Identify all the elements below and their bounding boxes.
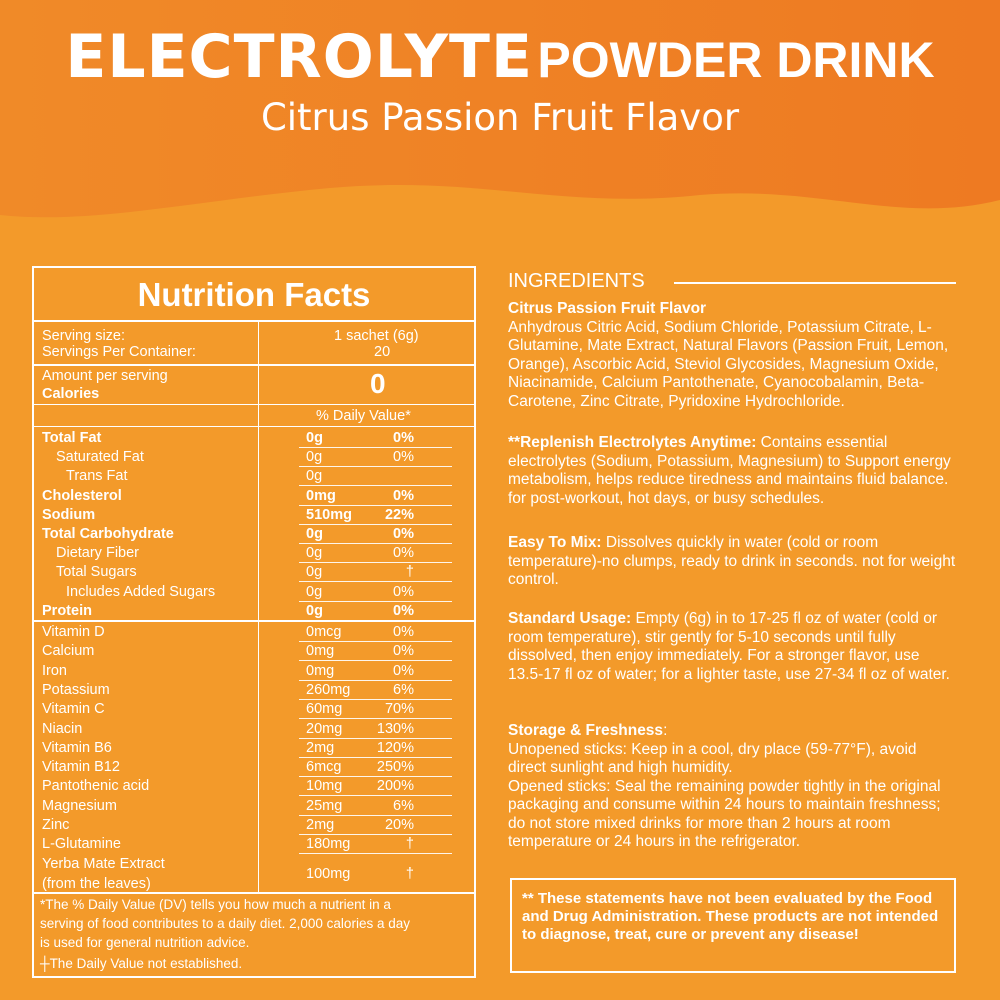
amount-label: Amount per serving xyxy=(42,368,168,384)
row-rule xyxy=(299,834,452,835)
nutrient-label: Cholesterol xyxy=(42,487,122,504)
divider xyxy=(34,364,474,366)
nutrient-label: Iron xyxy=(42,662,67,679)
ingredients-heading xyxy=(508,270,956,293)
nutrient-label: Includes Added Sugars xyxy=(66,583,216,600)
nutrient-dv: 0% xyxy=(393,624,414,640)
nutrient-label: Protein xyxy=(42,602,92,619)
row-rule xyxy=(299,660,452,661)
nutrient-label: Niacin xyxy=(42,720,83,737)
row-rule xyxy=(299,601,452,602)
row-rule xyxy=(299,738,452,739)
nutrient-label: Total Fat xyxy=(42,430,102,446)
nutrient-label: Vitamin D xyxy=(42,624,105,640)
nutrient-dv: 130% xyxy=(376,720,414,737)
usage-title: Standard Usage: xyxy=(508,610,632,627)
title-rest: POWDER DRINK xyxy=(537,32,935,88)
dv-header: % Daily Value* xyxy=(316,408,411,424)
nutrient-dv: 22% xyxy=(384,506,414,523)
nutrition-facts-title: Nutrition Facts xyxy=(34,268,474,322)
footnote-4: ┼The Daily Value not established. xyxy=(40,956,243,971)
fda-disclaimer: ** These statements have not been evaluated by the Food and Drug Administration. These products are not intended to diagnose, treat, cure or prevent any disease! xyxy=(522,890,939,943)
row-rule xyxy=(299,447,452,448)
flavor-label: Citrus Passion Fruit Flavor xyxy=(508,300,707,317)
yerba-label-2: (from the leaves) xyxy=(42,876,151,892)
row-rule xyxy=(299,815,452,816)
easy-mix-body: Dissolves quickly in water (cold or room temperature)-no clumps, ready to drink in seconds. not for weight control. xyxy=(508,534,956,588)
storage-unopened: Unopened sticks: Keep in a cool, dry place (59-77°F), avoid direct sunlight and high humidity. xyxy=(508,740,917,776)
storage-opened: Opened sticks: Seal the remaining powder tightly in the original packaging and consume within 24 hours to maintain freshness; do not store mixed drinks for more than 2 hours at room temperature or 24 hours in the refrigerator. xyxy=(508,777,941,850)
nutrient-dv: 120% xyxy=(376,739,414,756)
easy-mix-title: Easy To Mix: xyxy=(508,534,602,551)
header xyxy=(0,22,1000,139)
nutrition-facts-panel xyxy=(32,266,476,978)
nutrient-amount: 0g xyxy=(306,449,323,466)
nutrient-label: Total Carbohydrate xyxy=(42,526,174,542)
serving-size-value: 1 sachet (6g) xyxy=(334,328,419,344)
nutrient-label: Sodium xyxy=(42,506,96,523)
nutrient-dv: 6% xyxy=(393,681,414,698)
row-rule xyxy=(299,757,452,758)
nutrient-amount: 0g xyxy=(306,564,323,581)
nutrient-amount: 60mg xyxy=(306,701,343,718)
serving-size-label: Serving size: xyxy=(42,328,126,344)
row-rule xyxy=(299,699,452,700)
nutrient-label: Pantothenic acid xyxy=(42,778,150,795)
nutrient-amount: 510mg xyxy=(306,506,352,523)
row-rule xyxy=(299,524,452,525)
title-main: ELECTROLYTE xyxy=(65,22,533,92)
nutrient-label: Vitamin B12 xyxy=(42,759,120,776)
nutrient-amount: 0g xyxy=(306,430,323,446)
row-rule xyxy=(299,776,452,777)
yerba-amount: 100mg xyxy=(306,866,351,882)
nutrient-amount: 260mg xyxy=(306,681,351,698)
row-rule xyxy=(299,543,452,544)
fda-disclaimer-box xyxy=(510,878,956,973)
nutrient-amount: 0g xyxy=(306,545,323,562)
nutrient-label: L-Glutamine xyxy=(42,836,121,853)
row-rule xyxy=(299,562,452,563)
row-rule xyxy=(299,853,452,854)
nutrient-label: Calcium xyxy=(42,643,95,660)
ingredients-block xyxy=(508,300,956,411)
row-rule xyxy=(299,718,452,719)
nutrient-label: Trans Fat xyxy=(66,468,128,485)
nutrient-label: Total Sugars xyxy=(56,564,137,581)
nutrient-dv: 0% xyxy=(393,430,414,446)
row-rule xyxy=(299,641,452,642)
nutrient-amount: 180mg xyxy=(306,836,351,853)
ingredients-list: Anhydrous Citric Acid, Sodium Chloride, Potassium Citrate, L-Glutamine, Mate Extract, Natural Flavors (Passion Fruit, Lemon, Orange), Ascorbic Acid, Steviol Glycosides, Magnesium Oxide, Niacinamide, Calcium Pantothenate, Cyanocobalamin, Beta-Carotene, Zinc Citrate, Pyridoxine Hydrochloride. xyxy=(508,318,949,410)
nutrient-dv: 20% xyxy=(384,817,414,833)
storage-block xyxy=(508,722,956,852)
heading-rule xyxy=(674,282,956,284)
nutrient-label: Vitamin C xyxy=(42,701,105,718)
nutrient-amount: 0g xyxy=(306,526,323,542)
nutrient-dv: 250% xyxy=(376,759,414,776)
replenish-block xyxy=(508,434,956,508)
nutrient-amount: 2mg xyxy=(306,739,335,756)
nutrient-dv: † xyxy=(405,564,414,581)
replenish-title: **Replenish Electrolytes Anytime: xyxy=(508,434,757,451)
nutrient-label: Vitamin B6 xyxy=(42,739,112,756)
nutrient-dv: 0% xyxy=(393,545,414,562)
yerba-label-1: Yerba Mate Extract xyxy=(42,856,165,872)
row-rule xyxy=(299,485,452,486)
product-title xyxy=(0,22,1000,92)
footnote-3: is used for general nutrition advice. xyxy=(40,935,250,950)
divider xyxy=(34,426,474,427)
calories-label: Calories xyxy=(42,386,100,402)
servings-label: Servings Per Container: xyxy=(42,344,196,360)
row-rule xyxy=(299,466,452,467)
divider xyxy=(34,620,474,622)
nutrient-amount: 0mg xyxy=(306,643,335,660)
storage-title: Storage & Freshness xyxy=(508,722,664,739)
nutrient-dv: 0% xyxy=(393,526,414,542)
nutrient-amount: 0g xyxy=(306,602,323,619)
nutrient-amount: 6mcg xyxy=(306,759,342,776)
nutrient-dv: 70% xyxy=(384,701,414,718)
nutrient-amount: 0g xyxy=(306,583,323,600)
nutrient-dv: 200% xyxy=(376,778,414,795)
usage-block xyxy=(508,610,956,684)
nutrient-amount: 0g xyxy=(306,468,323,485)
nutrient-amount: 2mg xyxy=(306,817,335,833)
row-rule xyxy=(299,505,452,506)
nutrient-amount: 0mcg xyxy=(306,624,342,640)
nutrient-label: Potassium xyxy=(42,681,110,698)
nutrient-label: Zinc xyxy=(42,817,70,833)
divider xyxy=(34,892,474,894)
row-rule xyxy=(299,795,452,796)
nutrient-dv: 0% xyxy=(393,487,414,504)
footnote-2: serving of food contributes to a daily diet. 2,000 calories a day xyxy=(40,916,410,931)
nutrient-amount: 0mg xyxy=(306,662,335,679)
calories-value: 0 xyxy=(370,368,386,399)
nutrient-dv: 0% xyxy=(393,583,414,600)
nutrient-amount: 10mg xyxy=(306,778,343,795)
yerba-dv: † xyxy=(405,866,414,882)
nutrient-amount: 0mg xyxy=(306,487,336,504)
divider xyxy=(34,404,474,405)
replenish-body: Contains essential electrolytes (Sodium, Potassium, Magnesium) to Support energy metabolism, helps reduce tiredness and maintains fluid balance. for post-workout, hot days, or busy schedules. xyxy=(508,434,951,507)
easy-mix-block xyxy=(508,534,956,590)
nutrient-dv: 0% xyxy=(393,662,414,679)
servings-value: 20 xyxy=(374,344,391,360)
nutrient-label: Dietary Fiber xyxy=(56,545,139,562)
usage-body: Empty (6g) in to 17-25 fl oz of water (cold or room temperature), stir gently for 5-10 seconds until fully dissolved, then enjoy immediately. For a stronger flavor, use 13.5-17 fl oz of water; for a lighter taste, use 27-34 fl oz of water. xyxy=(508,610,950,683)
nutrient-dv: 0% xyxy=(393,449,414,466)
row-rule xyxy=(299,680,452,681)
nutrient-amount: 25mg xyxy=(306,797,343,814)
nutrient-dv: 6% xyxy=(393,797,414,814)
nutrient-dv: † xyxy=(405,836,414,853)
column-divider xyxy=(258,320,259,892)
nutrient-amount: 20mg xyxy=(306,720,343,737)
storage-colon: : xyxy=(663,722,668,739)
nutrient-label: Saturated Fat xyxy=(56,449,144,466)
row-rule xyxy=(299,581,452,582)
flavor-subtitle: Citrus Passion Fruit Flavor xyxy=(260,96,740,139)
ingredients-heading-text: INGREDIENTS xyxy=(508,270,645,292)
nutrient-label: Magnesium xyxy=(42,797,117,814)
footnote-1: *The % Daily Value (DV) tells you how much a nutrient in a xyxy=(40,897,391,912)
nutrient-dv: 0% xyxy=(393,643,414,660)
nutrient-dv: 0% xyxy=(393,602,414,619)
